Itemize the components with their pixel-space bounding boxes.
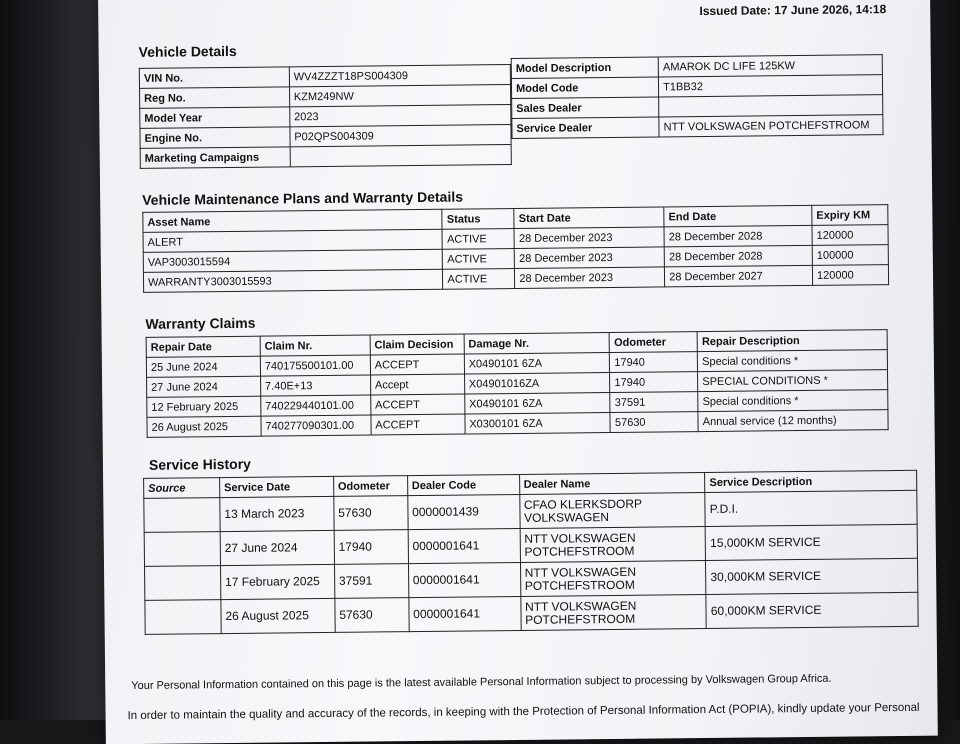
vehicle-detail-label: Engine No. — [140, 127, 290, 149]
claims-cell: 740175500101.00 — [260, 355, 370, 376]
claims-cell: X04901016ZA — [464, 373, 610, 395]
vehicle-details-right-table — [511, 54, 884, 139]
vehicle-detail-value: AMAROK DC LIFE 125KW — [658, 55, 882, 77]
service-cell: CFAO KLERKSDORP VOLKSWAGEN — [519, 493, 705, 529]
service-cell: 17940 — [334, 530, 408, 565]
claims-cell: Special conditions * — [698, 390, 888, 412]
maintenance-cell: ALERT — [143, 229, 443, 252]
claims-cell: 740277090301.00 — [261, 415, 371, 436]
service-column-header: Service Description — [705, 470, 917, 492]
service-cell: P.D.I. — [705, 490, 917, 526]
privacy-notice: Your Personal Information contained on this page is the latest available Personal Information subject to processing by Volkswagen Group Africa. — [131, 672, 832, 693]
maintenance-cell: 28 December 2023 — [514, 227, 664, 249]
claims-cell: 12 February 2025 — [147, 396, 261, 417]
vehicle-detail-value: 2023 — [289, 105, 510, 127]
service-record-document — [98, 0, 938, 744]
popia-notice: In order to maintain the quality and accuracy of the records, in keeping with the Protection of Personal Information Act (POPIA), kindly update your Personal — [127, 701, 920, 723]
maintenance-heading: Vehicle Maintenance Plans and Warranty Details — [142, 188, 464, 208]
service-cell: 57630 — [334, 496, 408, 531]
maintenance-cell: 28 December 2023 — [515, 247, 665, 269]
claims-column-header: Repair Date — [146, 336, 260, 357]
claims-cell: 57630 — [610, 412, 698, 433]
maintenance-cell: 28 December 2028 — [664, 225, 812, 247]
claims-column-header: Repair Description — [697, 330, 887, 352]
vehicle-detail-label: Sales Dealer — [512, 97, 659, 119]
vehicle-detail-label: Service Dealer — [512, 117, 659, 139]
claims-column-header: Claim Decision — [370, 334, 464, 355]
claims-cell: 17940 — [610, 352, 698, 373]
service-cell: 57630 — [335, 598, 409, 633]
vehicle-detail-value — [290, 145, 511, 167]
claims-cell: 740229440101.00 — [261, 395, 371, 416]
service-cell: 0000001641 — [409, 596, 521, 631]
service-cell: NTT VOLKSWAGEN POTCHEFSTROOM — [520, 527, 706, 563]
vehicle-detail-label: Model Description — [511, 57, 658, 79]
service-cell: NTT VOLKSWAGEN POTCHEFSTROOM — [520, 595, 706, 631]
vehicle-detail-label: Reg No. — [140, 87, 290, 109]
issued-date — [699, 2, 886, 18]
maintenance-column-header: Expiry KM — [812, 205, 888, 226]
claims-cell: SPECIAL CONDITIONS * — [698, 370, 888, 392]
vehicle-detail-row — [512, 115, 883, 139]
service-column-header: Source — [144, 478, 220, 499]
claims-cell: ACCEPT — [370, 354, 464, 375]
maintenance-cell: 28 December 2027 — [665, 265, 813, 287]
table-row — [145, 592, 918, 634]
maintenance-cell: 28 December 2023 — [515, 267, 665, 289]
vehicle-detail-value: NTT VOLKSWAGEN POTCHEFSTROOM — [659, 115, 883, 137]
maintenance-cell: 100000 — [812, 245, 888, 266]
vehicle-details-left-table — [139, 64, 512, 169]
vehicle-detail-value: T1BB32 — [659, 75, 883, 97]
vehicle-detail-value — [659, 95, 883, 117]
issued-date-label: Issued Date: — [699, 3, 771, 19]
maintenance-cell: 120000 — [812, 225, 888, 246]
maintenance-cell: ACTIVE — [442, 229, 514, 250]
service-cell — [145, 566, 221, 601]
service-cell: 17 February 2025 — [220, 564, 334, 599]
maintenance-table — [142, 204, 889, 293]
service-cell: 0000001641 — [408, 528, 520, 563]
maintenance-column-header: End Date — [664, 205, 812, 227]
vehicle-detail-value: P02QPS004309 — [290, 125, 511, 147]
claims-column-header: Damage Nr. — [464, 333, 610, 355]
vehicle-detail-label: VIN No. — [139, 67, 289, 89]
maintenance-cell: VAP3003015594 — [143, 249, 443, 272]
service-cell: 0000001439 — [407, 494, 519, 529]
maintenance-cell: ACTIVE — [443, 249, 515, 270]
claims-cell: X0490101 6ZA — [464, 353, 610, 375]
vehicle-detail-value: WV4ZZZT18PS004309 — [289, 65, 510, 87]
claims-cell: X0300101 6ZA — [465, 413, 611, 435]
service-cell: 30,000KM SERVICE — [706, 558, 918, 594]
claims-cell: 7.40E+13 — [260, 375, 370, 396]
service-column-header: Dealer Name — [519, 473, 705, 495]
maintenance-cell: ACTIVE — [443, 269, 515, 290]
vehicle-detail-label: Model Year — [140, 107, 290, 129]
maintenance-column-header: Status — [442, 209, 514, 230]
maintenance-cell: WARRANTY3003015593 — [143, 269, 443, 292]
service-cell: 26 August 2025 — [221, 598, 335, 633]
vehicle-detail-label: Model Code — [511, 77, 658, 99]
issued-date-value: 17 June 2026, 14:18 — [774, 2, 887, 18]
vehicle-details-heading: Vehicle Details — [138, 42, 237, 60]
service-cell: 27 June 2024 — [220, 530, 334, 565]
maintenance-column-header: Start Date — [514, 207, 664, 229]
service-cell — [144, 498, 220, 533]
vehicle-detail-value: KZM249NW — [289, 85, 510, 107]
service-cell: 60,000KM SERVICE — [706, 592, 918, 628]
service-cell: 37591 — [334, 564, 408, 599]
vehicle-detail-label: Marketing Campaigns — [140, 147, 290, 169]
claims-cell: ACCEPT — [371, 414, 465, 435]
warranty-claims-table — [146, 329, 889, 438]
service-column-header: Service Date — [219, 476, 333, 497]
claims-cell: Special conditions * — [698, 350, 888, 372]
service-cell: NTT VOLKSWAGEN POTCHEFSTROOM — [520, 561, 706, 597]
claims-cell: X0490101 6ZA — [464, 393, 610, 415]
maintenance-column-header: Asset Name — [143, 209, 443, 232]
claims-column-header: Claim Nr. — [260, 335, 370, 356]
claims-cell: ACCEPT — [371, 394, 465, 415]
service-cell: 13 March 2023 — [220, 496, 334, 531]
claims-column-header: Odometer — [609, 332, 697, 353]
claims-cell: 37591 — [610, 392, 698, 413]
service-cell — [144, 532, 220, 567]
warranty-claims-heading: Warranty Claims — [145, 314, 256, 332]
service-cell: 15,000KM SERVICE — [705, 524, 917, 560]
service-cell — [145, 600, 221, 635]
claims-cell: 27 June 2024 — [147, 376, 261, 397]
service-column-header: Odometer — [333, 476, 407, 497]
maintenance-cell: 120000 — [812, 265, 888, 286]
service-column-header: Dealer Code — [407, 474, 519, 495]
claims-cell: 26 August 2025 — [147, 416, 261, 437]
claims-cell: Accept — [370, 374, 464, 395]
vehicle-detail-row — [140, 145, 511, 169]
service-history-table — [143, 470, 919, 635]
claims-cell: 17940 — [610, 372, 698, 393]
claims-cell: 25 June 2024 — [146, 356, 260, 377]
claims-cell: Annual service (12 months) — [698, 410, 888, 432]
service-history-heading: Service History — [148, 455, 251, 473]
service-cell: 0000001641 — [408, 562, 520, 597]
maintenance-cell: 28 December 2028 — [664, 245, 812, 267]
